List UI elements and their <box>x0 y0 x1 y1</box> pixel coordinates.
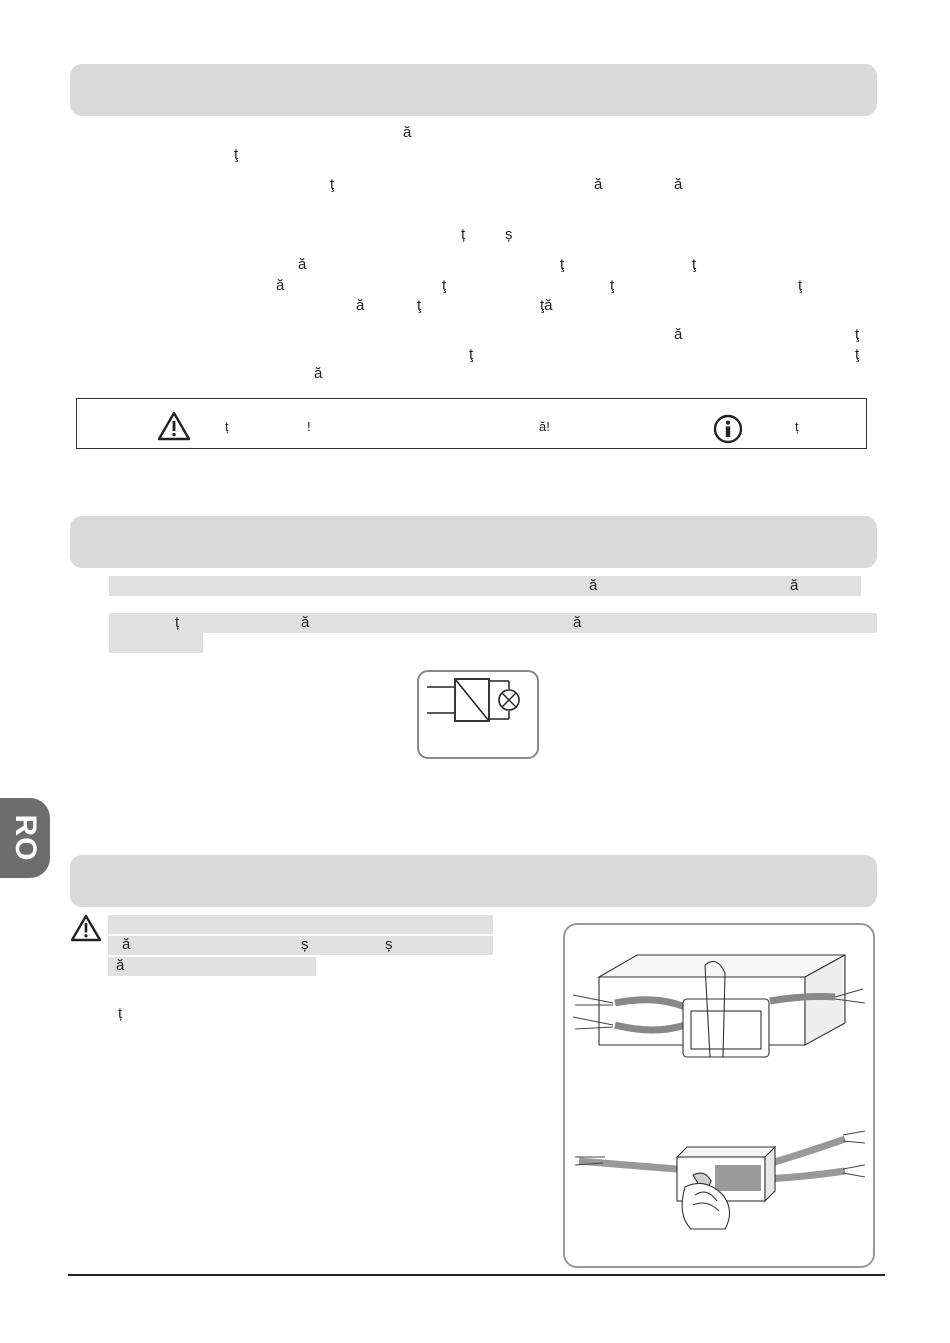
language-tab <box>0 798 50 878</box>
text-fragment: ă <box>298 256 307 273</box>
text-fragment: ţ <box>798 277 803 294</box>
text-fragment: ă <box>573 614 582 631</box>
text-fragment: ţ <box>442 277 447 294</box>
text-fragment: ţ <box>692 256 697 273</box>
text-fragment: ă <box>314 365 323 382</box>
text-fragment: ș <box>505 226 513 243</box>
text-fragment: ă <box>594 176 603 193</box>
notice-fragment: ț <box>795 419 799 434</box>
label-removal-drawing <box>575 1131 865 1229</box>
text-fragment: ț <box>175 614 180 631</box>
text-fragment: ă <box>276 277 285 294</box>
info-icon <box>713 414 743 444</box>
mounted-receiver-drawing <box>573 955 865 1057</box>
text-fragment: ă <box>403 124 412 141</box>
highlighted-line <box>109 576 861 596</box>
text-fragment: ș <box>301 936 309 953</box>
text-fragment: ă <box>116 957 125 974</box>
text-fragment: ţ <box>855 346 860 363</box>
warning-icon <box>157 411 191 441</box>
text-fragment: ă <box>790 577 799 594</box>
notice-fragment: ă! <box>539 419 550 434</box>
text-fragment: ă <box>122 936 131 953</box>
installation-illustration <box>563 923 875 1268</box>
language-tab-label: RO <box>9 814 42 862</box>
section-header-1 <box>70 64 877 116</box>
text-fragment: ă <box>674 176 683 193</box>
text-fragment: ț <box>461 226 466 243</box>
text-fragment: ţ <box>417 297 422 314</box>
highlighted-line <box>109 613 877 633</box>
text-fragment: ă <box>356 297 365 314</box>
text-fragment: ș <box>385 936 393 953</box>
text-fragment: ț <box>118 1005 123 1022</box>
footer-rule <box>68 1274 885 1276</box>
text-fragment: ă <box>589 577 598 594</box>
text-fragment: ţă <box>540 297 553 314</box>
warning-icon <box>70 914 102 942</box>
text-fragment: ă <box>674 326 683 343</box>
warning-line <box>108 936 493 955</box>
text-fragment: ţ <box>330 176 335 193</box>
section-header-2 <box>70 516 877 568</box>
warning-line <box>108 915 493 934</box>
text-fragment: ţ <box>469 346 474 363</box>
section-header-3 <box>70 855 877 907</box>
highlighted-line <box>109 633 203 653</box>
safety-notice-box <box>76 398 867 449</box>
text-fragment: ţ <box>560 256 565 273</box>
lamp-symbol-diagram <box>417 670 539 759</box>
notice-fragment: ! <box>307 419 311 434</box>
text-fragment: ţ <box>855 326 860 343</box>
text-fragment: ţ <box>234 146 239 163</box>
notice-fragment: ț <box>225 419 229 434</box>
text-fragment: ţ <box>610 277 615 294</box>
warning-line <box>108 957 316 976</box>
text-fragment: ă <box>301 614 310 631</box>
